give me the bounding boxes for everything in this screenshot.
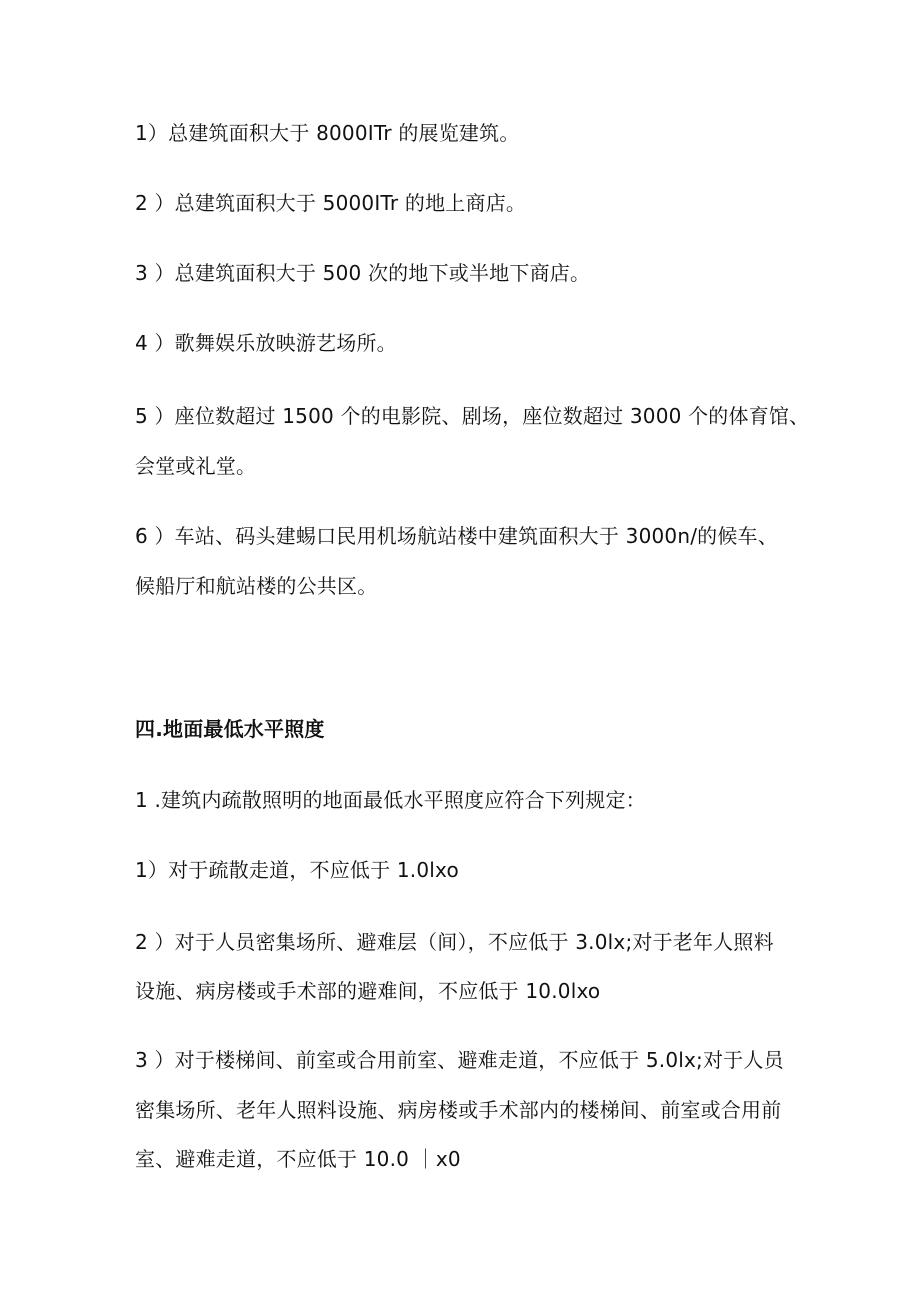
list-item-5-line-1: 5 ）座位数超过 1500 个的电影院、剧场，座位数超过 3000 个的体育馆、 — [135, 404, 810, 428]
list-item-2: 2 ）总建筑面积大于 5000ITr 的地上商店。 — [135, 191, 527, 215]
lux-item-1: 1）对于疏散走道，不应低于 1.0lxo — [135, 858, 459, 882]
list-item-3: 3 ）总建筑面积大于 500 次的地下或半地下商店。 — [135, 261, 591, 285]
clause-1: 1 .建筑内疏散照明的地面最低水平照度应符合下列规定： — [135, 788, 646, 812]
list-item-6-line-1: 6 ）车站、码头建蜴口民用机场航站楼中建筑面积大于 3000n/的候车、 — [135, 524, 778, 548]
list-item-4: 4 ）歌舞娱乐放映游艺场所。 — [135, 331, 397, 355]
lux-item-2-line-1: 2 ）对于人员密集场所、避难层（间），不应低于 3.0lx;对于老年人照料 — [135, 930, 774, 954]
section-heading: 四.地面最低水平照度 — [135, 717, 325, 741]
list-item-6-line-2: 候船厅和航站楼的公共区。 — [135, 574, 378, 598]
lux-item-3-line-3: 室、避难走道，不应低于 10.0 ｜x0 — [135, 1147, 461, 1171]
lux-item-2-line-2: 设施、病房楼或手术部的避难间，不应低于 10.0lxo — [135, 979, 601, 1003]
lux-item-3-line-1: 3 ）对于楼梯间、前室或合用前室、避难走道，不应低于 5.0lx;对于人员 — [135, 1048, 784, 1072]
list-item-1: 1）总建筑面积大于 8000ITr 的展览建筑。 — [135, 121, 520, 145]
lux-item-3-line-2: 密集场所、老年人照料设施、病房楼或手术部内的楼梯间、前室或合用前 — [135, 1098, 782, 1122]
list-item-5-line-2: 会堂或礼堂。 — [135, 454, 257, 478]
